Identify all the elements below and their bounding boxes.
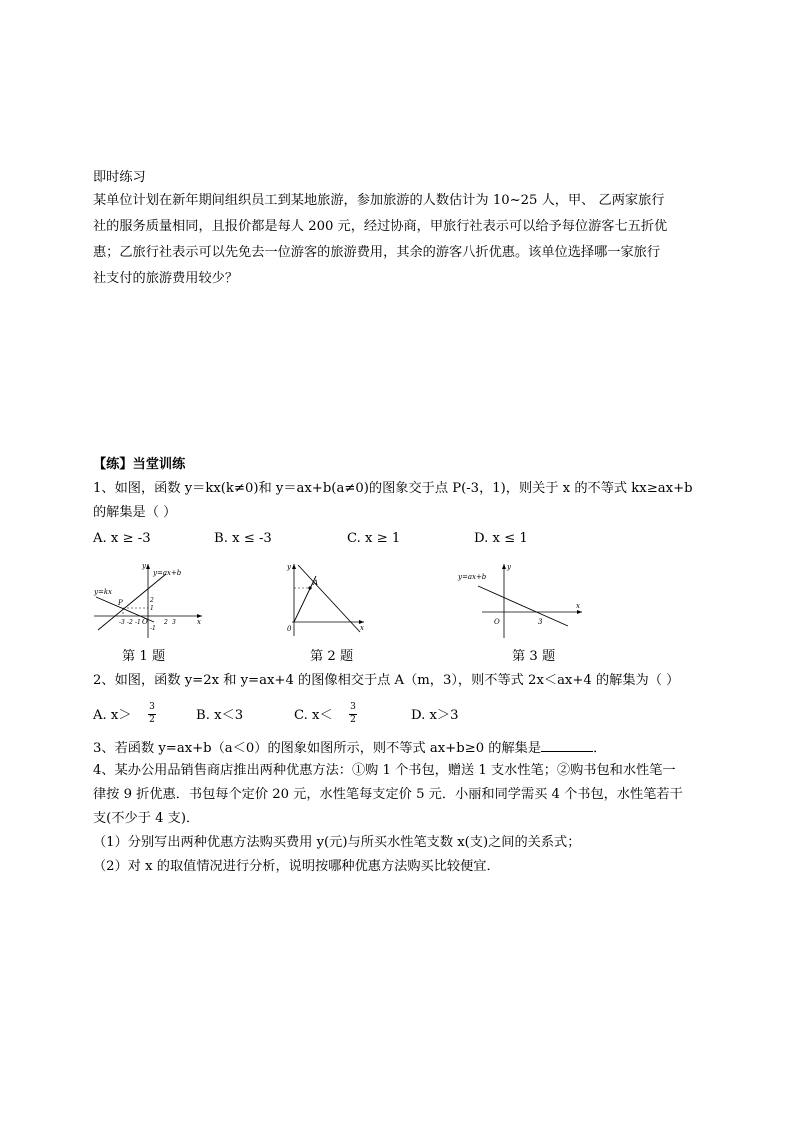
q4-line-3: 支(不少于 4 支)． [93, 811, 200, 826]
fig1-caption: 第 1 题 [122, 649, 166, 664]
q1-option-a: A. x ≥ -3 [93, 531, 151, 546]
practice-heading: 即时练习 [93, 170, 146, 185]
q1-line-1: 1、如图，函数 y＝kx(k≠0)和 y＝ax+b(a≠0)的图象交于点 P(-3，1)，则关于 x 的不等式 kx≥ax+b [93, 481, 693, 496]
practice-line-2: 社的服务质量相同，且报价都是每人 200 元，经过协商，甲旅行社表示可以给予每位游客七五折优 [93, 219, 668, 234]
q4-line-2: 律按 9 折优惠．书包每个定价 20 元，水性笔每支定价 5 元．小丽和同学需买 4 个书包，水性笔若干 [93, 787, 683, 802]
q1-line-2: 的解集是（ ） [93, 505, 177, 520]
training-heading: 【练】当堂训练 [93, 457, 186, 472]
fig1-label-x: x [197, 618, 201, 626]
fig1-tick-y2: 1 [150, 605, 154, 612]
q2-option-b: B. x＜3 [196, 708, 244, 723]
fig3-y-arrow [502, 564, 506, 569]
q2-line-1: 2、如图，函数 y=2x 和 y=ax+4 的图像相交于点 A（m，3），则不等式 2x＜ax+4 的解集为（ ） [93, 673, 680, 688]
q4-line-1: 4、某办公用品销售商店推出两种优惠方法：①购 1 个书包，赠送 1 支水性笔；②购书包和水性笔一 [93, 763, 676, 778]
fig3-caption: 第 3 题 [512, 649, 556, 664]
q2-a-frac-num: 3 [149, 702, 155, 712]
fig1-y-arrow [146, 564, 150, 569]
q3-text: 3、若函数 y=ax+b（a＜0）的图象如图所示，则不等式 ax+b≥0 的解集是 [93, 741, 542, 756]
fig1-tick-x4: 2 [164, 619, 168, 626]
fig2-y-arrow [292, 564, 296, 569]
q2-c-frac-num: 3 [350, 702, 356, 712]
q3-line [93, 739, 606, 757]
fig1-label-p: P [118, 599, 123, 607]
fig3-label-x: x [576, 602, 580, 610]
figure-3 [456, 560, 586, 640]
q2-option-d: D. x＞3 [411, 708, 459, 723]
fig3-label-o: O [494, 618, 500, 626]
figure-2 [282, 560, 366, 640]
fig3-label-3: 3 [538, 618, 543, 626]
fig2-point-a [308, 586, 311, 589]
figure-1 [92, 560, 204, 640]
practice-line-4: 社支付的旅游费用较少？ [93, 271, 239, 286]
fig2-label-x: x [360, 624, 364, 632]
fig3-line [478, 586, 568, 626]
fig1-tick-x5: 3 [172, 619, 176, 626]
q2-option-a: A. x＞ [93, 708, 132, 723]
fig3-label-axb: y=ax+b [458, 573, 487, 581]
fig1-tick-y3: -1 [150, 625, 156, 632]
q3-end: ． [593, 741, 607, 756]
fig2-label-y: y [287, 563, 291, 571]
fig1-label-axb: y=ax+b [153, 569, 182, 577]
fig2-label-a: A [313, 579, 319, 587]
fig1-tick-x2: -2 [127, 619, 133, 626]
q3-answer-blank[interactable] [541, 739, 593, 752]
fig3-label-y: y [507, 563, 511, 571]
q1-option-b: B. x ≤ -3 [214, 531, 272, 546]
q1-option-d: D. x ≤ 1 [474, 531, 528, 546]
practice-line-3: 惠；乙旅行社表示可以先免去一位游客的旅游费用，其余的游客八折优惠。该单位选择哪一家旅行 [93, 245, 661, 260]
q1-option-c: C. x ≥ 1 [347, 531, 401, 546]
q4-sub-2: （2）对 x 的取值情况进行分析，说明按哪种优惠方法购买比较便宜． [93, 859, 500, 874]
fig1-label-y: y [142, 562, 146, 570]
q2-c-frac-den: 2 [350, 715, 356, 725]
q4-sub-1: （1）分别写出两种优惠方法购买费用 y(元)与所买水性笔支数 x(支)之间的关系式； [93, 835, 581, 850]
q2-a-frac-den: 2 [149, 715, 155, 725]
fig1-tick-y1: 2 [150, 597, 154, 604]
fig2-label-o: 0 [287, 625, 292, 633]
fig2-caption: 第 2 题 [310, 649, 354, 664]
fig1-tick-x1: -3 [119, 619, 125, 626]
practice-line-1: 某单位计划在新年期间组织员工到某地旅游，参加旅游的人数估计为 10~25 人，甲、 乙两家旅行 [93, 193, 665, 208]
fig3-x-arrow [577, 610, 582, 614]
fig1-label-kx: y=kx [94, 588, 113, 596]
q2-option-c: C. x＜ [294, 708, 333, 723]
fig1-label-o: O [142, 618, 148, 626]
fig1-tick-x3: -1 [135, 619, 141, 626]
